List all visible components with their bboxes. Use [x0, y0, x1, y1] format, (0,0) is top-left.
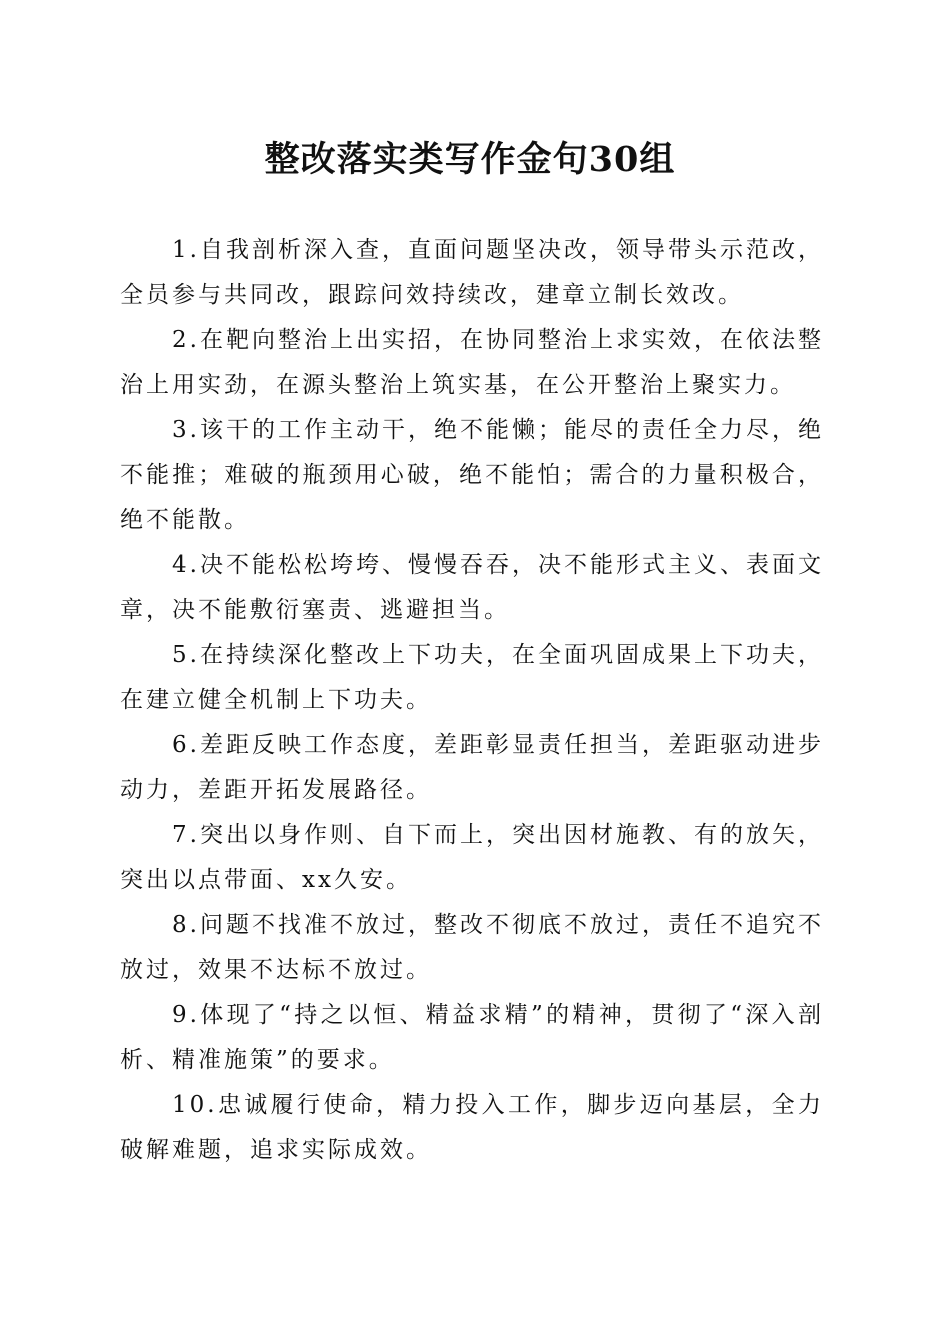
paragraph-2: 2.在靶向整治上出实招，在协同整治上求实效，在依法整治上用实劲，在源头整治上筑实基，在公开整治上聚实力。 — [120, 327, 824, 398]
paragraph-4: 4.决不能松松垮垮、慢慢吞吞，决不能形式主义、表面文章，决不能敷衍塞责、逃避担当。 — [120, 552, 824, 623]
paragraph-7: 7.突出以身作则、自下而上，突出因材施教、有的放矢，突出以点带面、xx久安。 — [120, 822, 824, 893]
paragraph-3: 3.该干的工作主动干，绝不能懒；能尽的责任全力尽，绝不能推；难破的瓶颈用心破，绝不能怕；需合的力量积极合，绝不能散。 — [120, 417, 824, 533]
paragraph-9: 9.体现了“持之以恒、精益求精”的精神，贯彻了“深入剖析、精准施策”的要求。 — [120, 1002, 824, 1073]
document-title: 整改落实类写作金句30组 — [264, 139, 676, 180]
paragraph-10: 10.忠诚履行使命，精力投入工作，脚步迈向基层，全力破解难题，追求实际成效。 — [120, 1092, 824, 1163]
document-body — [120, 228, 824, 1173]
paragraph-1: 1.自我剖析深入查，直面问题坚决改，领导带头示范改，全员参与共同改，跟踪问效持续改，建章立制长效改。 — [120, 237, 824, 308]
paragraph-6: 6.差距反映工作态度，差距彰显责任担当，差距驱动进步动力，差距开拓发展路径。 — [120, 732, 824, 803]
paragraph-8: 8.问题不找准不放过，整改不彻底不放过，责任不追究不放过，效果不达标不放过。 — [120, 912, 824, 983]
paragraph-5: 5.在持续深化整改上下功夫，在全面巩固成果上下功夫，在建立健全机制上下功夫。 — [120, 642, 824, 713]
